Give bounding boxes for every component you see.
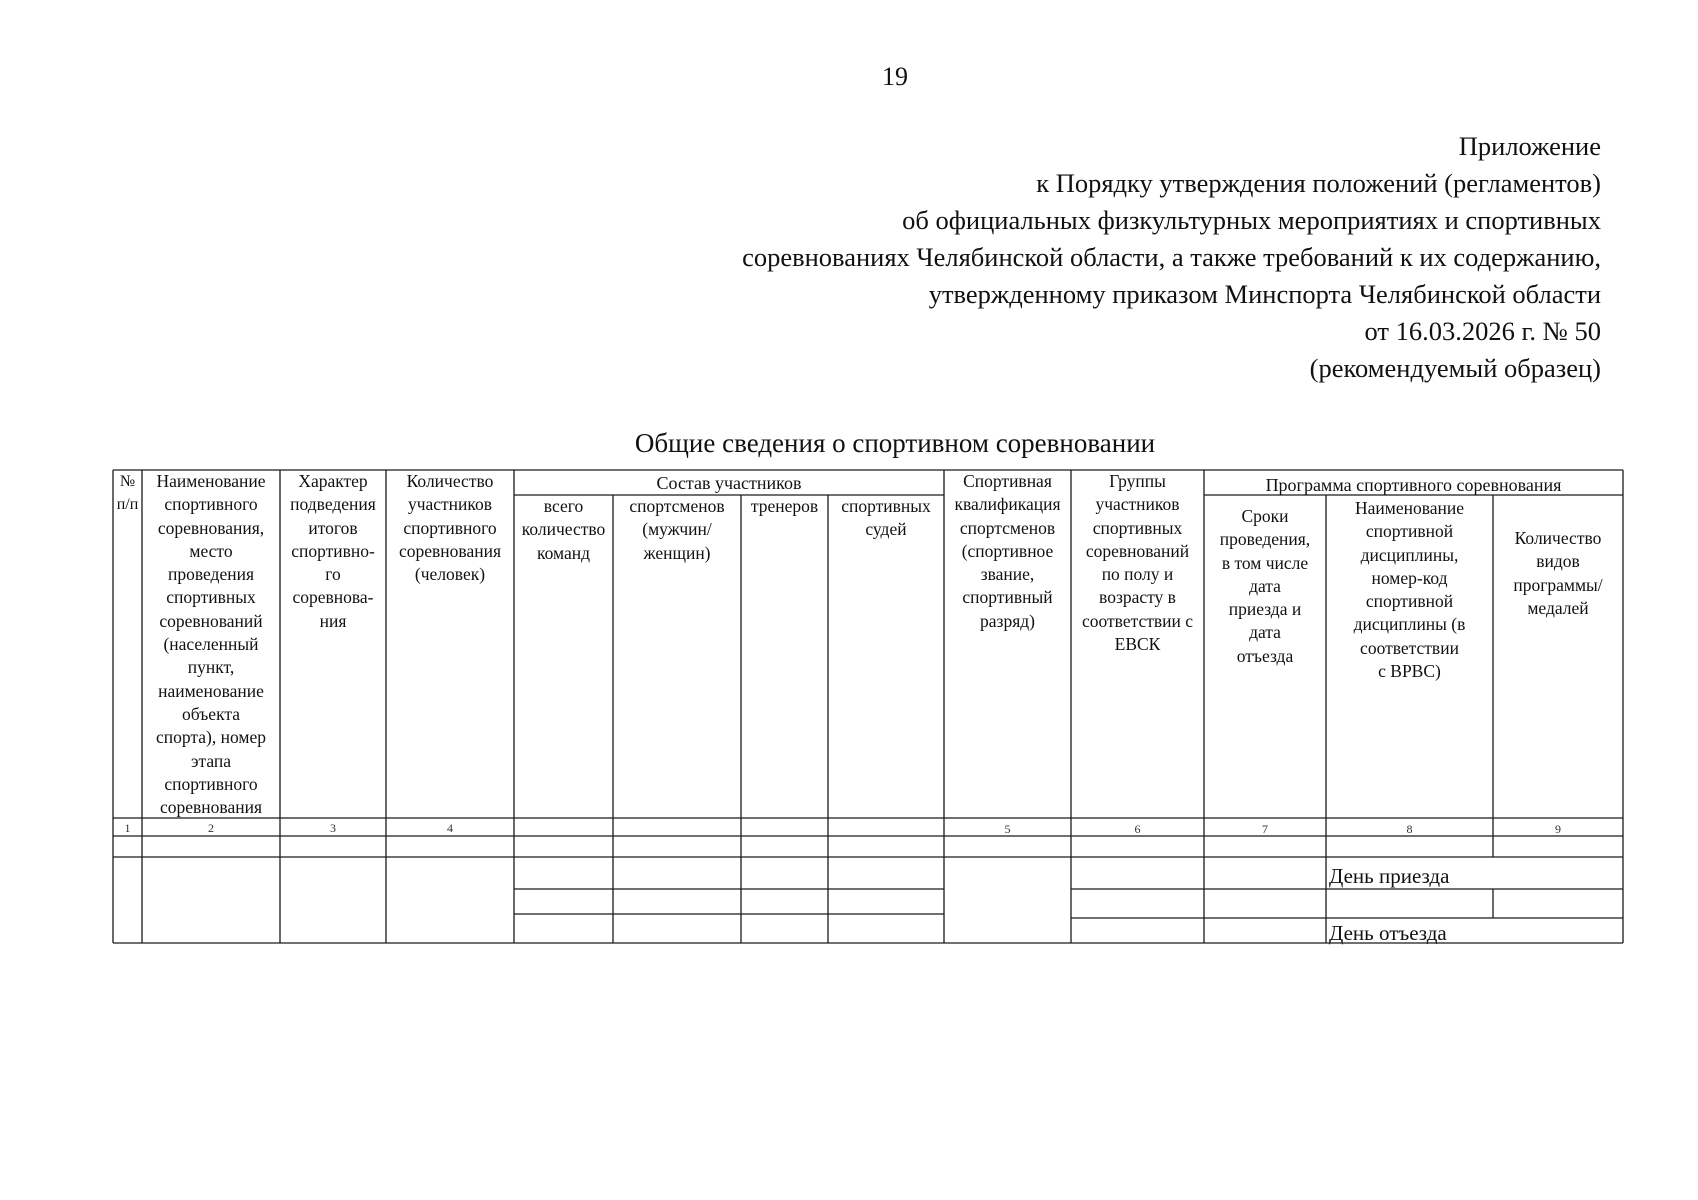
column-number: 6: [1134, 822, 1141, 836]
group-header-participants: Состав участников: [656, 473, 802, 493]
column-number: 8: [1406, 822, 1413, 836]
column-header-judges: спортивных судей: [841, 496, 931, 540]
appendix-line: Приложение: [1458, 131, 1601, 161]
column-header-qualification: Спортивная квалификация спортсменов (спортивное звание, спортивный разряд): [954, 471, 1061, 631]
appendix-line: утвержденному приказом Минспорта Челябинской области: [928, 279, 1601, 309]
appendix-line: об официальных физкультурных мероприятиях и спортивных: [902, 205, 1601, 235]
column-header-num: № п/п: [116, 473, 139, 513]
departure-day-label: День отъезда: [1329, 921, 1447, 945]
appendix-line: от 16.03.2026 г. № 50: [1364, 316, 1601, 346]
column-header-dates: Сроки проведения, в том числе дата приезда и дата отъезда: [1219, 506, 1311, 666]
column-number: 5: [1004, 822, 1011, 836]
column-number: 7: [1262, 822, 1268, 836]
arrival-day-label: День приезда: [1329, 864, 1450, 888]
column-header-count: Количество участников спортивного соревнования (человек): [399, 471, 501, 585]
column-header-groups: Группы участников спортивных соревнований по полу и возрасту в соответствии с ЕВСК: [1081, 471, 1194, 655]
column-number: 9: [1555, 822, 1561, 836]
appendix-line: к Порядку утверждения положений (регламентов): [1036, 168, 1601, 198]
appendix-line: соревнованиях Челябинской области, а также требований к их содержанию,: [742, 242, 1601, 272]
column-header-discipline: Наименование спортивной дисциплины, номер-код спортивной дисциплины (в соответствии с ВРВС): [1353, 498, 1466, 682]
column-number: 2: [208, 821, 214, 835]
column-header-character: Характер подведения итогов спортивно- го соревнова- ния: [290, 471, 376, 631]
page-number: 19: [882, 62, 908, 91]
column-number: 1: [124, 821, 131, 835]
column-number: 4: [447, 821, 453, 835]
column-header-medals: Количество видов программы/ медалей: [1513, 528, 1603, 618]
column-header-coaches: тренеров: [750, 496, 819, 516]
column-header-name: Наименование спортивного соревнования, место проведения спортивных соревнований (населенный пункт, наименование объекта спорта), номер этапа спортивного соревнования: [156, 471, 266, 818]
table-title: Общие сведения о спортивном соревновании: [634, 428, 1156, 458]
group-header-program: Программа спортивного соревнования: [1265, 475, 1562, 495]
appendix-line: (рекомендуемый образец): [1309, 353, 1601, 383]
column-header-athletes: спортсменов (мужчин/ женщин): [629, 496, 725, 563]
column-number: 3: [330, 821, 336, 835]
column-header-teams: всего количество команд: [521, 496, 606, 563]
